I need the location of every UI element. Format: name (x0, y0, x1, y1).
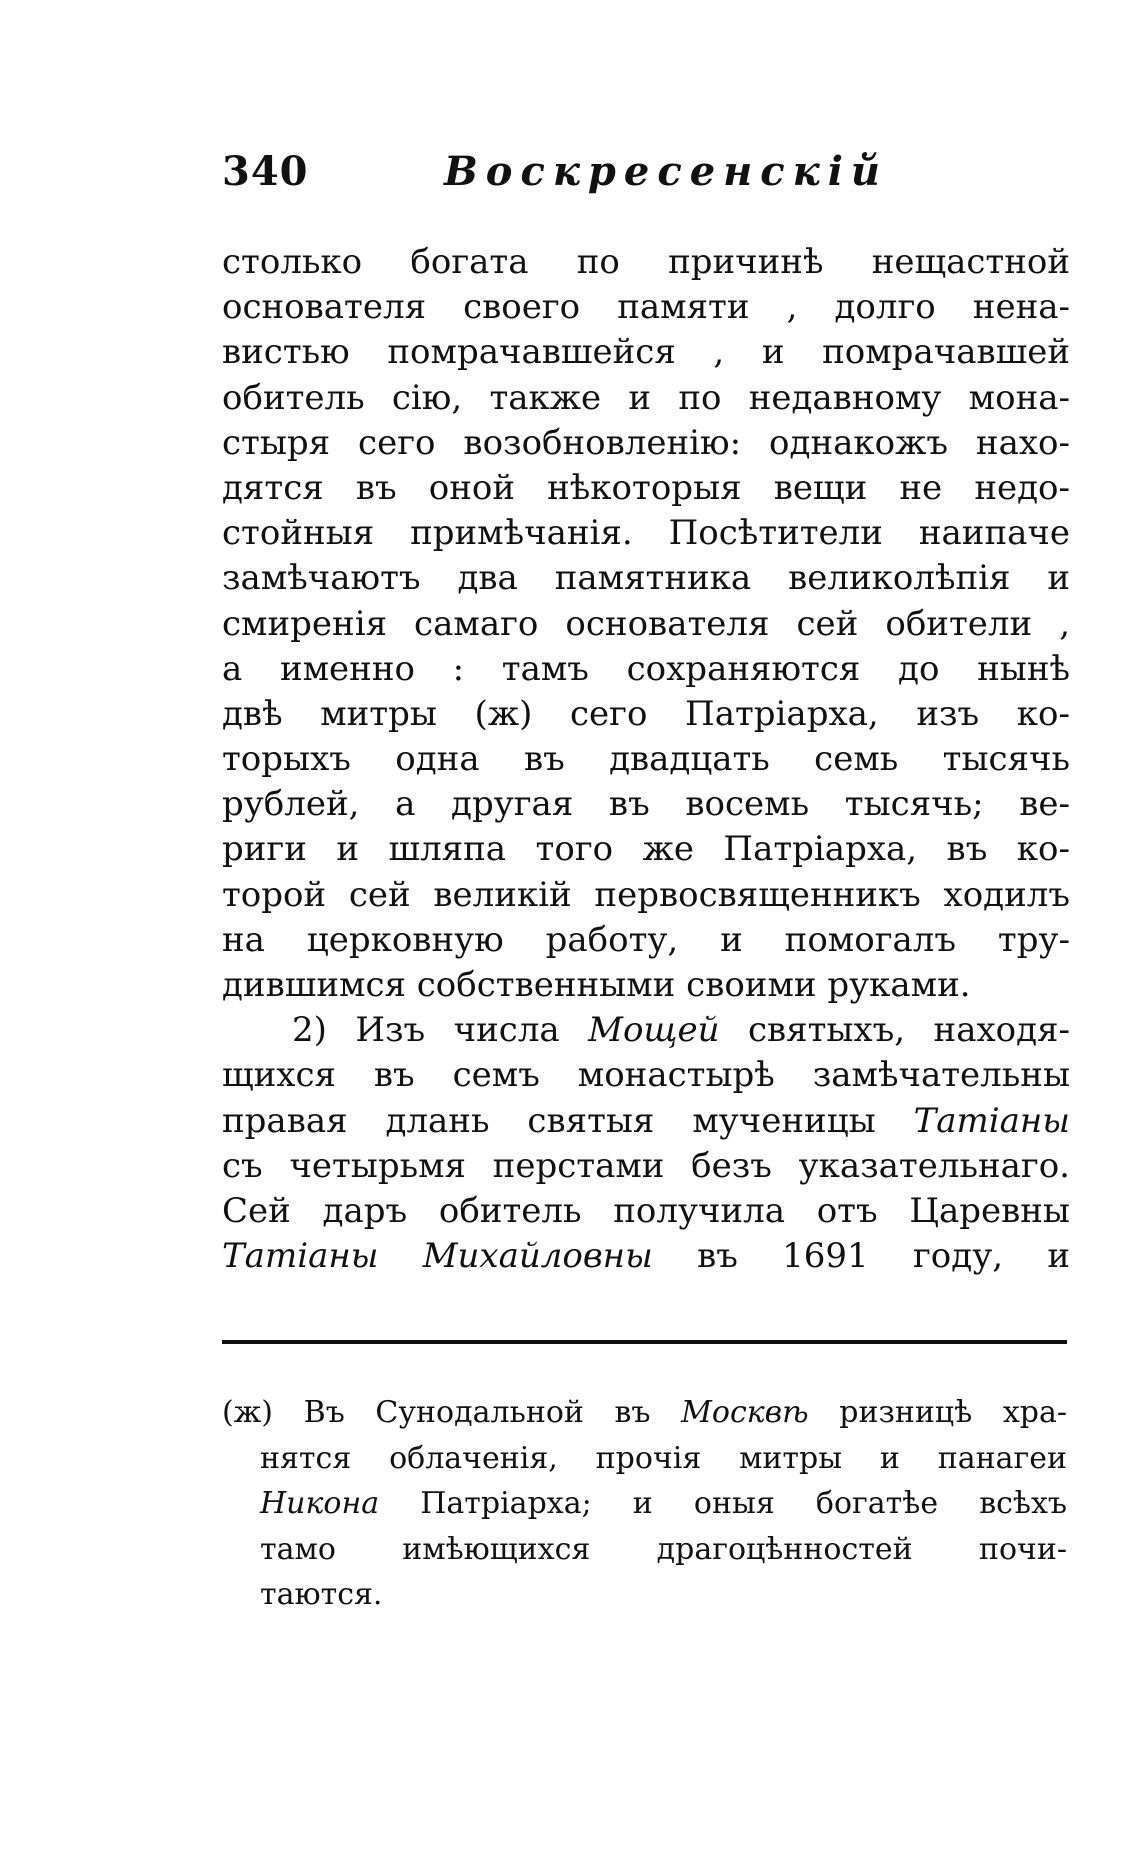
footnote-divider (222, 1340, 1067, 1344)
text-line: вистью помрачавшейся , и помрачавшей (222, 332, 1070, 373)
footnote-line: нятся облаченія, прочія митры и панагеи (260, 1440, 1067, 1476)
footnote-line (222, 1390, 1067, 1436)
text-line: щихся въ семъ монастырѣ замѣчательны (222, 1055, 1070, 1096)
text-line: на церковную работу, и помогалъ тру- (222, 919, 1070, 960)
italic-place: Москвѣ (681, 1395, 809, 1430)
text-run: (ж) Въ Сунодальной въ (222, 1395, 682, 1430)
text-line: а именно : тамъ сохраняются до нынѣ (222, 648, 1070, 689)
text-line: основателя своего памяти , долго нена- (222, 287, 1070, 328)
text-run: святыхъ, находя- (719, 1010, 1070, 1051)
text-line: смиренія самаго основателя сей обители , (222, 603, 1070, 644)
text-run: Патріарха; и оныя богатѣе всѣхъ (379, 1486, 1067, 1521)
text-line: дившимся собственными своими руками. (222, 965, 971, 1005)
footnote-line: тамо имѣющихся драгоцѣнностей почи- (260, 1531, 1067, 1567)
text-line: стойныя примѣчанія. Посѣтители наипаче (222, 513, 1070, 554)
running-title: Воскресенскій (444, 148, 888, 195)
text-line: столько богата по причинѣ нещастной (222, 242, 1070, 282)
text-line: торой сей великій первосвященникъ ходилъ (222, 874, 1070, 915)
italic-name: Татіаны (913, 1100, 1070, 1141)
footnote-line (222, 1481, 1067, 1527)
page-header (222, 148, 962, 208)
main-text (222, 240, 1070, 1279)
italic-name: Татіаны Михайловны (222, 1236, 653, 1277)
text-line: торыхъ одна въ двадцать семь тысячь (222, 739, 1070, 780)
text-line: риги и шляпа того же Патріарха, въ ко- (222, 829, 1070, 870)
text-line: двѣ митры (ж) сего Патріарха, изъ ко- (222, 693, 1070, 734)
text-run: правая длань святыя мученицы (222, 1100, 914, 1141)
text-line: стыря сего возобновленію: однакожъ нахо- (222, 422, 1070, 463)
text-line: рублей, а другая въ восемь тысячь; ве- (222, 784, 1070, 825)
text-line: замѣчаютъ два памятника великолѣпія и (222, 558, 1070, 599)
text-line: обитель сію, также и по недавному мона- (222, 377, 1070, 418)
italic-term: Мощей (588, 1010, 720, 1051)
text-run: въ 1691 году, и (652, 1236, 1070, 1277)
footnote-line: таются. (260, 1577, 383, 1612)
italic-name: Никона (260, 1486, 380, 1521)
text-line: съ четырьмя перстами безъ указательнаго. (222, 1145, 1070, 1186)
text-line (222, 1099, 1070, 1144)
text-run: ризницѣ хра- (808, 1395, 1067, 1430)
text-line: дятся въ оной нѣкоторыя вещи не недо- (222, 467, 1070, 508)
text-line: Сей даръ обитель получила отъ Царевны (222, 1190, 1070, 1231)
text-line (222, 1234, 1070, 1279)
text-line (222, 1008, 1070, 1053)
footnote (222, 1390, 1067, 1618)
page-number: 340 (222, 148, 309, 195)
text-run: 2) Изъ числа (292, 1010, 589, 1051)
